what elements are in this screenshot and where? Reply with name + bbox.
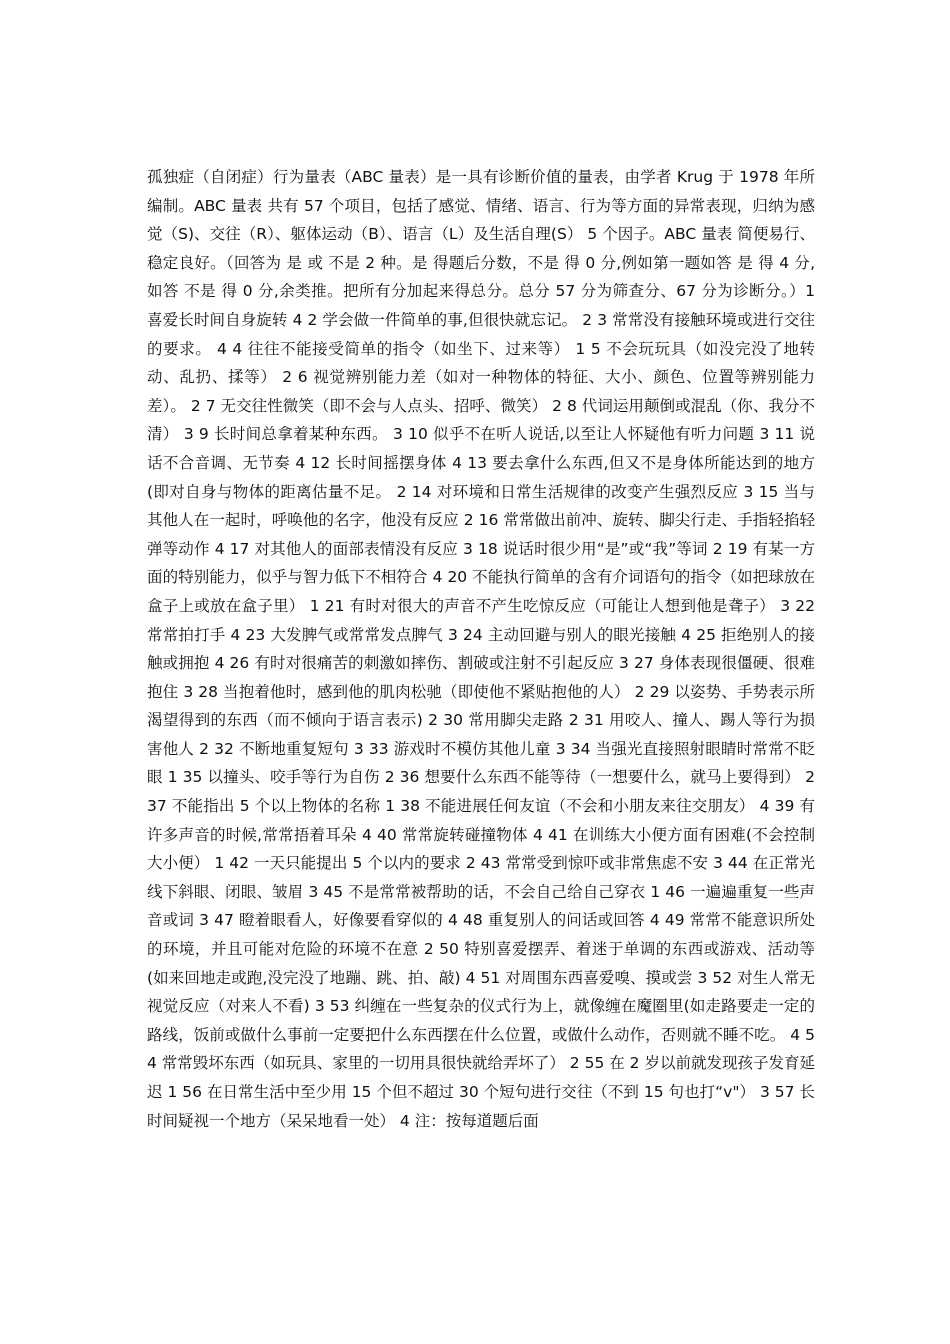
document-page bbox=[147, 163, 815, 1135]
body-paragraph: 孤独症（自闭症）行为量表（ABC 量表）是一具有诊断价值的量表，由学者 Krug 于 1978 年所编制。ABC 量表 共有 57 个项目，包括了感觉、情绪、语言、行为等方面的异常表现，归纳为感觉（S)、交往（R）、躯体运动（B）、语言（L）及生活自理(S） 5 个因子。ABC 量表 简便易行、稳定良好。（回答为 是 或 不是 2 种。是 得题后分数，不是 得 0 分,例如第一题如答 是 得 4 分,如答 不是 得 0 分,余类推。把所有分加起来得总分。总分 57 分为筛查分、67 分为诊断分。）1 喜爱长时间自身旋转 4 2 学会做一件简单的事,但很快就忘记。 2 3 常常没有接触环境或进行交往的要求。 4 4 往往不能接受简单的指令（如坐下、过来等） 1 5 不会玩玩具（如没完没了地转动、乱扔、揉等） 2 6 视觉辨别能力差（如对一种物体的特征、大小、颜色、位置等辨别能力差）。 2 7 无交往性微笑（即不会与人点头、招呼、微笑） 2 8 代词运用颠倒或混乱（你、我分不清） 3 9 长时间总拿着某种东西。 3 10 似乎不在听人说话,以至让人怀疑他有听力问题 3 11 说话不合音调、无节奏 4 12 长时间摇摆身体 4 13 要去拿什么东西,但又不是身体所能达到的地方(即对自身与物体的距离估量不足。 2 14 对环境和日常生活规律的改变产生强烈反应 3 15 当与其他人在一起时，呼唤他的名字，他没有反应 2 16 常常做出前冲、旋转、脚尖行走、手指轻掐轻弹等动作 4 17 对其他人的面部表情没有反应 3 18 说话时很少用“是”或“我”等词 2 19 有某一方面的特别能力，似乎与智力低下不相符合 4 20 不能执行简单的含有介词语句的指令（如把球放在盒子上或放在盒子里） 1 21 有时对很大的声音不产生吃惊反应（可能让人想到他是聋子） 3 22 常常拍打手 4 23 大发脾气或常常发点脾气 3 24 主动回避与别人的眼光接触 4 25 拒绝别人的接触或拥抱 4 26 有时对很痛苦的刺激如摔伤、割破或注射不引起反应 3 27 身体表现很僵硬、很难抱住 3 28 当抱着他时，感到他的肌肉松驰（即使他不紧贴抱他的人） 2 29 以姿势、手势表示所渴望得到的东西（而不倾向于语言表示) 2 30 常用脚尖走路 2 31 用咬人、撞人、踢人等行为损害他人 2 32 不断地重复短句 3 33 游戏时不模仿其他儿童 3 34 当强光直接照射眼睛时常常不眨眼 1 35 以撞头、咬手等行为自伤 2 36 想要什么东西不能等待（一想要什么，就马上要得到） 2 37 不能指出 5 个以上物体的名称 1 38 不能进展任何友谊（不会和小朋友来往交朋友） 4 39 有许多声音的时候,常常捂着耳朵 4 40 常常旋转碰撞物体 4 41 在训练大小便方面有困难(不会控制大小便） 1 42 一天只能提出 5 个以内的要求 2 43 常常受到惊吓或非常焦虑不安 3 44 在正常光线下斜眼、闭眼、皱眉 3 45 不是常常被帮助的话，不会自己给自己穿衣 1 46 一遍遍重复一些声音或词 3 47 瞪着眼看人，好像要看穿似的 4 48 重复别人的问话或回答 4 49 常常不能意识所处的环境，并且可能对危险的环境不在意 2 50 特别喜爱摆弄、着迷于单调的东西或游戏、活动等(如来回地走或跑,没完没了地蹦、跳、拍、敲) 4 51 对周围东西喜爱嗅、摸或尝 3 52 对生人常无视觉反应（对来人不看) 3 53 纠缠在一些复杂的仪式行为上，就像缠在魔圈里(如走路要走一定的路线，饭前或做什么事前一定要把什么东西摆在什么位置，或做什么动作，否则就不睡不吃。 4 54 常常毁坏东西（如玩具、家里的一切用具很快就给弄坏了） 2 55 在 2 岁以前就发现孩子发育延迟 1 56 在日常生活中至少用 15 个但不超过 30 个短句进行交往（不到 15 句也打“v"） 3 57 长时间疑视一个地方（呆呆地看一处） 4 注：按每道题后面 bbox=[147, 168, 815, 1130]
